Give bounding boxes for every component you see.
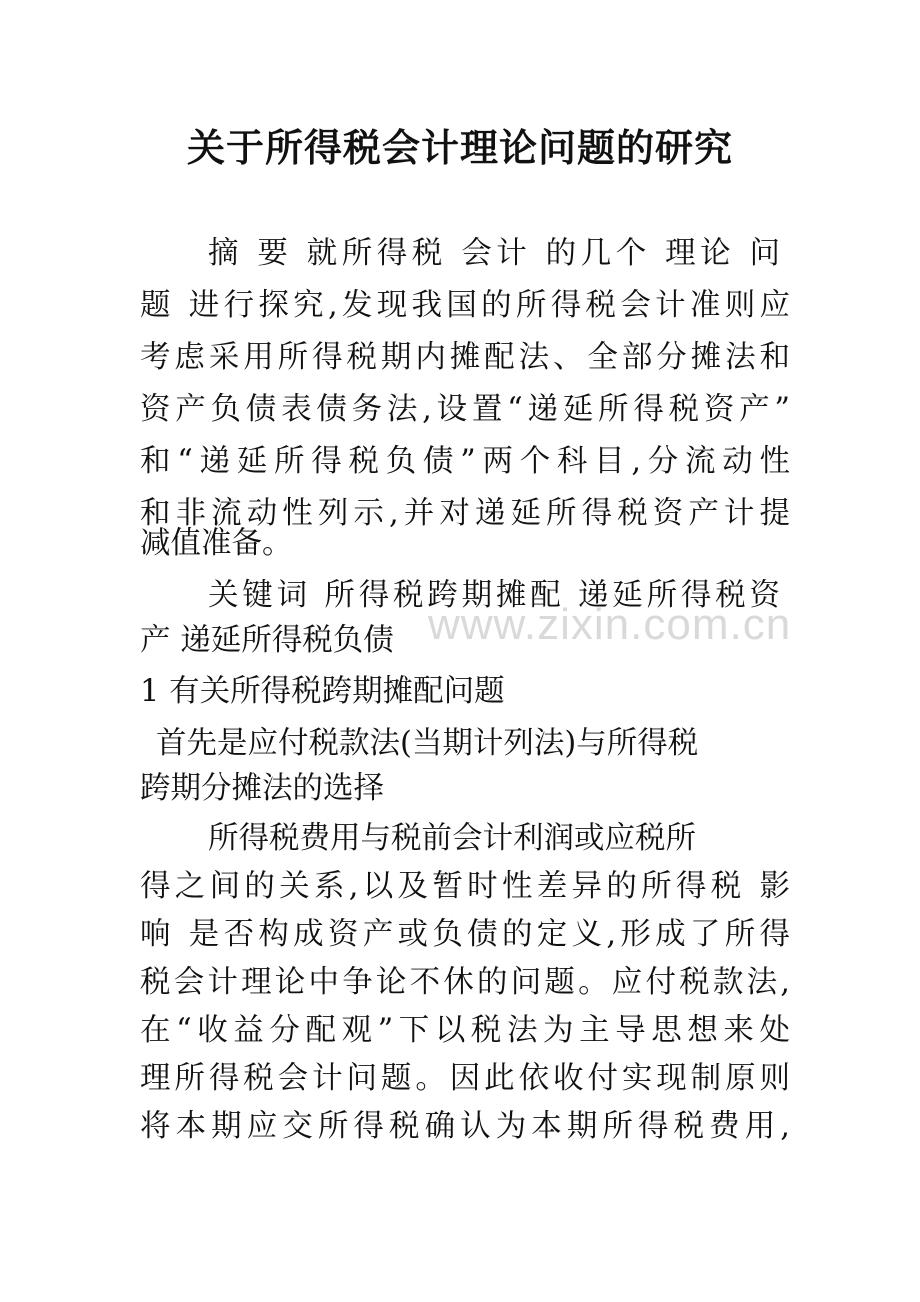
watermark-text: www.zixin.com.cn (428, 600, 792, 649)
body-line: 税会计理论中争论不休的问题。应付税款法, (140, 965, 790, 1000)
abstract-line: 减值准备。 (140, 526, 293, 561)
abstract-line: 考虑采用所得税期内摊配法、全部分摊法和 (140, 340, 790, 375)
body-line: 将本期应交所得税确认为本期所得税费用, (140, 1109, 790, 1144)
body-line: 所得税费用与税前会计利润或应税所 (208, 821, 696, 856)
section-heading: 1 有关所得税跨期摊配问题 (140, 674, 505, 709)
abstract-line: 和非流动性列示,并对递延所得税资产计提 (140, 496, 790, 531)
body-line: 理所得税会计问题。因此依收付实现制原则 (140, 1061, 790, 1096)
body-line: 响 是否构成资产或负债的定义,形成了所得 (140, 917, 790, 952)
keywords-line: 关键词 所得税跨期摊配 递延所得税资 (208, 578, 780, 613)
subheading-line: 首先是应付税款法(当期计列法)与所得税 (156, 726, 699, 761)
abstract-line: 和“递延所得税负债”两个科目,分流动性 (140, 444, 790, 479)
document-title: 关于所得税会计理论问题的研究 (186, 125, 733, 170)
abstract-line: 题 进行探究,发现我国的所得税会计准则应 (140, 288, 790, 323)
body-line: 得之间的关系,以及暂时性差异的所得税 影 (140, 869, 790, 904)
keywords-line: 产 递延所得税负债 (140, 623, 394, 658)
subheading-line: 跨期分摊法的选择 (140, 771, 384, 806)
abstract-line: 摘 要 就所得税 会计 的几个 理论 问 (208, 236, 780, 271)
body-line: 在“收益分配观”下以税法为主导思想来处 (140, 1013, 790, 1048)
abstract-line: 资产负债表债务法,设置“递延所得税资产” (140, 392, 790, 427)
